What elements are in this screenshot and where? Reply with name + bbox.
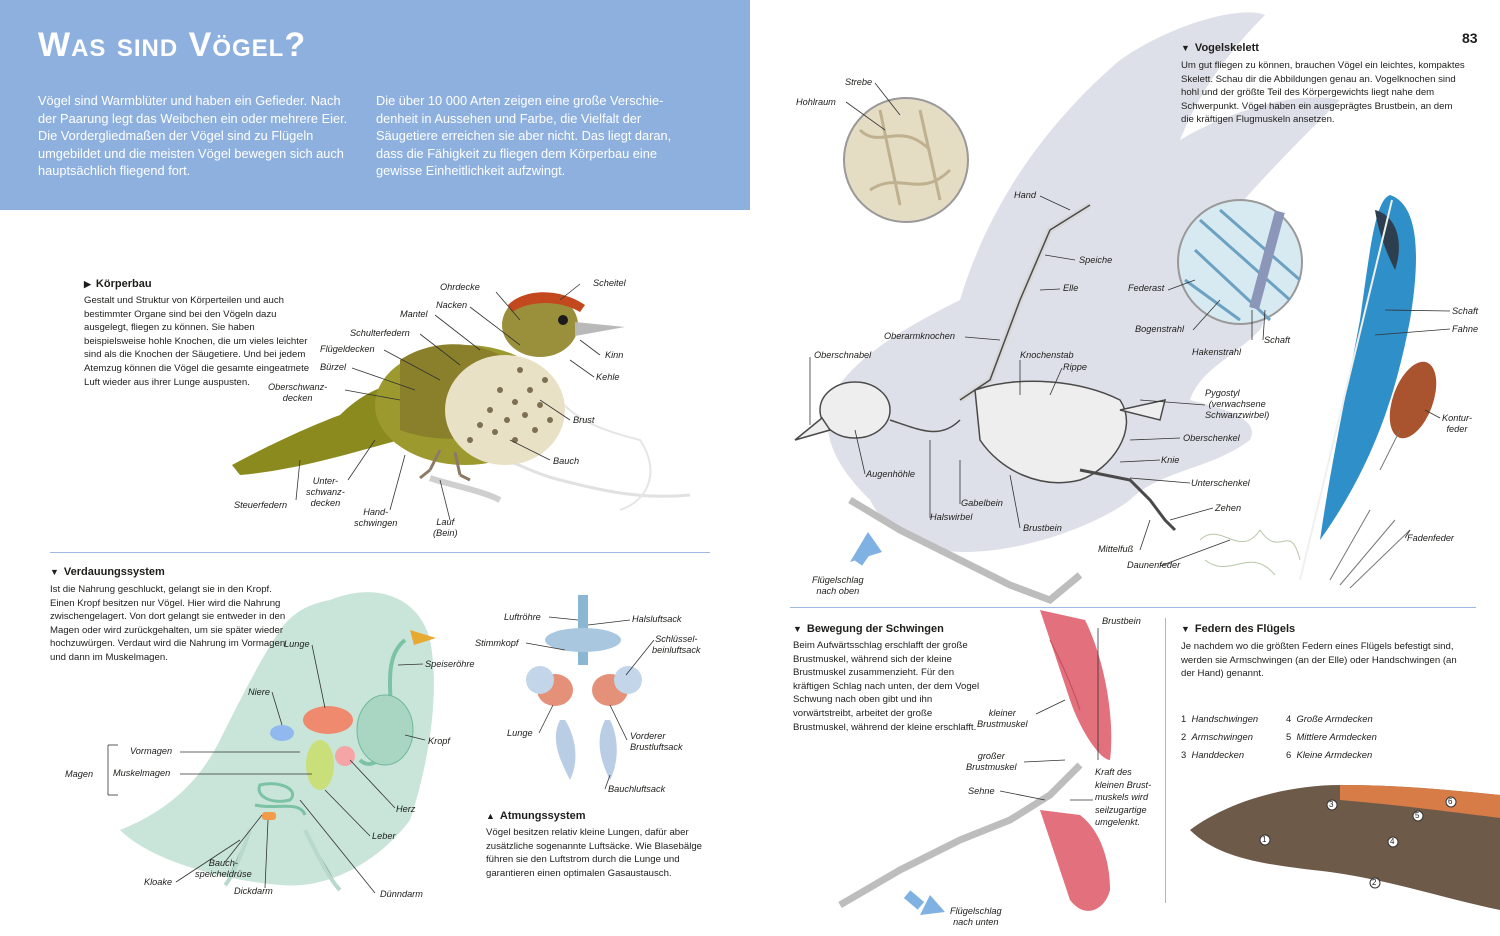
label-mittelfuss: Mittelfuß (1098, 544, 1134, 554)
label-gabelbein: Gabelbein (961, 498, 1003, 508)
label-kraft-kleiner-brustmuskel: Kraft des kleinen Brust- muskels wird seilzugartige umgelenkt. (1095, 767, 1152, 828)
koerperbau-heading: ▶ Körperbau (84, 278, 152, 290)
label-pygostyl: Pygostyl (verwachsene Schwanzwirbel) (1205, 388, 1270, 420)
down-feather (1200, 530, 1300, 575)
label-konturfeder: Kontur- feder (1442, 413, 1472, 434)
label-oberschwanzdecken: Oberschwanz- decken (268, 382, 328, 403)
legend-item-4: 4 Große Armdecken (1286, 713, 1373, 724)
label-zehen: Zehen (1215, 503, 1242, 513)
arrow-down-icon (904, 890, 945, 915)
arrow-up-icon (850, 532, 882, 566)
label-brust: Brust (573, 415, 595, 425)
label-federast: Federast (1128, 283, 1165, 293)
label-ohrdecke: Ohrdecke (440, 282, 480, 292)
feather-barb-magnification (1178, 200, 1302, 324)
label-oberschenkel: Oberschenkel (1183, 433, 1240, 443)
label-oberschnabel: Oberschnabel (814, 350, 872, 360)
label-luftroehre: Luftröhre (504, 612, 541, 622)
label-lunge: Lunge (284, 639, 310, 649)
skelett-heading: ▼ Vogelskelett (1181, 42, 1259, 54)
label-stimmkopf: Stimmkopf (475, 638, 519, 648)
label-hand: Hand (1014, 190, 1036, 200)
label-daunenfeder: Daunenfeder (1127, 560, 1181, 570)
wing-marker-1: 1 (1262, 835, 1267, 844)
label-sehne: Sehne (968, 786, 995, 796)
legend-item-6: 6 Kleine Armdecken (1286, 749, 1373, 760)
label-grosser-brustmuskel: großer Brustmuskel (966, 751, 1017, 772)
wing-marker-2: 2 (1372, 878, 1377, 887)
label-elle: Elle (1063, 283, 1079, 293)
label-oberarmknochen: Oberarmknochen (884, 331, 955, 341)
label-muskelmagen: Muskelmagen (113, 768, 171, 778)
label-kleiner-brustmuskel: kleiner Brustmuskel (977, 708, 1028, 729)
schwingen-heading: ▼ Bewegung der Schwingen (793, 623, 944, 635)
atmung-text: Vögel besitzen relativ kleine Lungen, dafür aber zusätzliche sogenannte Luftsäcke. Wie Blasebälge führen sie den Luftstrom durch die Lunge und garantieren einen optimalen Gasaustausch. (486, 827, 702, 879)
label-fahne: Fahne (1452, 324, 1479, 334)
label-unterschwanzdecken: Unter- schwanz- decken (306, 476, 345, 508)
label-rippe: Rippe (1063, 362, 1088, 372)
divider-vertical (1165, 618, 1166, 903)
label-bauchluftsack: Bauchluftsack (608, 784, 666, 794)
label-kropf: Kropf (428, 736, 450, 746)
label-mantel: Mantel (400, 309, 428, 319)
label-fluegelschlag-oben: Flügelschlag nach oben (812, 575, 864, 596)
label-kinn: Kinn (605, 350, 624, 360)
label-duenndarm: Dünndarm (380, 889, 423, 899)
legend-item-5: 5 Mittlere Armdecken (1286, 731, 1377, 742)
label-schaft-feather: Schaft (1452, 306, 1479, 316)
atmung-heading: ▲ Atmungssystem (486, 810, 586, 822)
label-lunge-atmung: Lunge (507, 728, 533, 738)
label-buerzel: Bürzel (320, 362, 347, 372)
label-unterschenkel: Unterschenkel (1191, 478, 1250, 488)
label-brustbein-wing: Brustbein (1102, 616, 1141, 626)
label-fluegelschlag-unten: Flügelschlag nach unten (950, 906, 1002, 927)
label-halswirbel: Halswirbel (930, 512, 973, 522)
legend-item-3: 3 Handdecken (1181, 749, 1245, 760)
respiratory-system-illustration (526, 595, 642, 780)
divider-left (50, 552, 710, 553)
label-dickdarm: Dickdarm (234, 886, 273, 896)
label-speiche: Speiche (1079, 255, 1113, 265)
label-lauf: Lauf (Bein) (433, 517, 458, 538)
label-kehle: Kehle (596, 372, 620, 382)
schwingen-text: Beim Aufwärtsschlag erschlafft der große Brustmuskel, während sich der kleine Brustmuskel zusammenzieht. Für den kräftigen Schlag nach unten, der dem Vogel Schwung nach oben gibt und ihn vorwärtstreibt, arbeitet der große Brustmuskel, während der kleine erschlafft. (793, 640, 980, 733)
wing-marker-5: 5 (1415, 811, 1420, 820)
legend-item-2: 2 Armschwingen (1181, 731, 1253, 742)
legend-item-1: 1 Handschwingen (1181, 713, 1259, 724)
label-brustbein: Brustbein (1023, 523, 1062, 533)
page-title: Was sind Vögel? (38, 26, 307, 64)
intro-text-right: Die über 10 000 Arten zeigen eine große Verschiedenheit in Aussehen und Farbe, die Vielfalt der Säugetiere erreichen sie aber nicht. Das liegt daran, dass die Fähigkeit zu fliegen dem Körperbau eine gewisse Einheitlichkeit aufzwingt. (376, 93, 672, 179)
label-schaft-barb: Schaft (1264, 335, 1291, 345)
skelett-text: Um gut fliegen zu können, brauchen Vögel ein leichtes, kompaktes Skelett. Schau dir die Abbildungen genau an. Vogelknochen sind hohl und der größte Teil des Körpergewichts liegt nahe dem Schwerpunkt. Vögel haben ein ausgeprägtes Brustbein, an dem die kräftigen Flugmuskeln ansetzen. (1181, 60, 1465, 126)
label-strebe: Strebe (845, 77, 873, 87)
label-bauchspeicheldruese: Bauch- speicheldrüse (195, 858, 252, 879)
label-bauch: Bauch (553, 456, 580, 466)
label-schulterfedern: Schulterfedern (350, 328, 410, 338)
label-kloake: Kloake (144, 877, 173, 887)
wing-marker-6: 6 (1448, 797, 1453, 806)
label-speiseroehre: Speiseröhre (425, 659, 475, 669)
label-nacken: Nacken (436, 300, 468, 310)
label-handschwingen: Hand- schwingen (354, 507, 398, 528)
label-vorderer-brustluftsack: Vorderer Brustluftsack (630, 731, 683, 752)
label-vormagen: Vormagen (130, 746, 173, 756)
label-augenhoehle: Augenhöhle (866, 469, 916, 479)
label-hakenstrahl: Hakenstrahl (1192, 347, 1242, 357)
wing-marker-4: 4 (1390, 837, 1395, 846)
wing-feathers-illustration (1190, 785, 1500, 910)
bone-cross-section (844, 98, 968, 222)
verdauung-text: Ist die Nahrung geschluckt, gelangt sie in den Kropf. Einen Kropf besitzen nur Vögel. Hier wird die Nahrung zwischengelagert. Von dort gelangt sie entweder in den Magen oder wird zurückgehalten, um sie später wieder hochzuwürgen. Verdaut wird die Nahrung im Vormagen und dann im Muskelmagen. (50, 584, 286, 663)
koerperbau-text: Gestalt und Struktur von Körperteilen und auch bestimmter Organe sind bei den Vögeln dazu ausgelegt, fliegen zu können. Sie haben beispielsweise hohle Knochen, die um vieles leichter sind als die Knochen der Säugetiere. Und bei jedem Atemzug können die Vögel die gesamte eingeatmete Luft wieder aus ihrer Lunge auspusten. (84, 295, 310, 388)
intro-text-left: Vögel sind Warmblüter und haben ein Gefieder. Nach der Paarung legt das Weibchen ein oder mehrere Eier. Die Vordergliedmaßen der Vögel sind zu Flügeln umgebildet und die meisten Vögel bewegen sich auch hauptsächlich fliegend fort. (38, 93, 348, 179)
verdauung-heading: ▼ Verdauungssystem (50, 566, 165, 578)
label-herz: Herz (396, 804, 416, 814)
label-halsluftsack: Halsluftsack (632, 614, 682, 624)
label-hohlraum: Hohlraum (796, 97, 836, 107)
label-steuerfedern: Steuerfedern (234, 500, 288, 510)
federn-text: Je nachdem wo die größten Federn eines Flügels befestigt sind, werden sie Armschwingen (an der Elle) oder Handschwingen (an der Hand) genannt. (1181, 641, 1457, 680)
label-fadenfeder: Fadenfeder (1407, 533, 1454, 543)
label-bogenstrahl: Bogenstrahl (1135, 324, 1185, 334)
label-leber: Leber (372, 831, 396, 841)
label-knochenstab: Knochenstab (1020, 350, 1074, 360)
filoplume-feathers (1330, 510, 1410, 588)
divider-right (790, 607, 1476, 608)
label-magen: Magen (65, 769, 94, 779)
page-number: 83 (1462, 30, 1478, 46)
label-niere: Niere (248, 687, 270, 697)
label-scheitel: Scheitel (593, 278, 626, 288)
label-knie: Knie (1161, 455, 1180, 465)
label-fluegeldecken: Flügeldecken (320, 344, 375, 354)
label-schluesselbeinluftsack: Schlüssel- beinluftsack (652, 634, 701, 655)
wing-marker-3: 3 (1329, 800, 1334, 809)
federn-heading: ▼ Federn des Flügels (1181, 623, 1296, 635)
